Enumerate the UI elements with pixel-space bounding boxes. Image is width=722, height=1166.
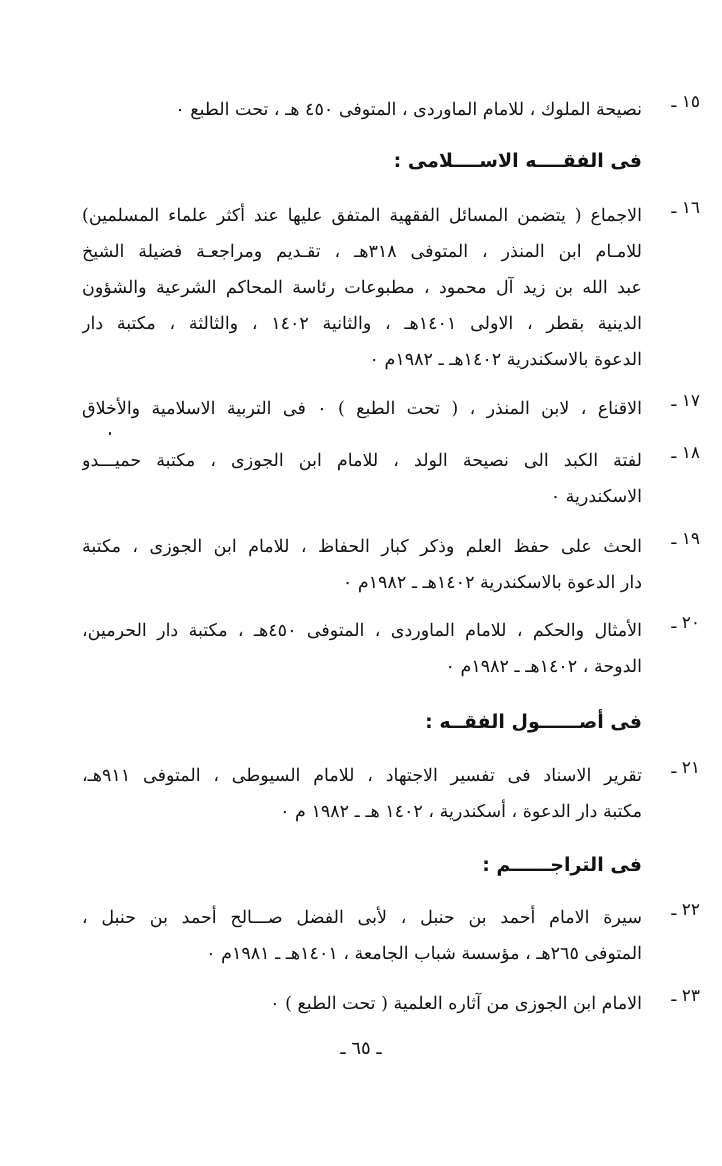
entry-line: المتوفى ٢٦٥هـ ، مؤسسة شباب الجامعة ، ١٤٠١هـ ـ ١٩٨١م ٠ (206, 944, 642, 964)
page-number: ـ ٦٥ ـ (340, 1038, 382, 1059)
entry-line: الدينية بقطر ، الاولى ١٤٠١هـ ، والثانية ١٤٠٢ ، والثالثة ، مكتبة دار (82, 314, 642, 334)
entry-line: الدوحة ، ١٤٠٢هـ ـ ١٩٨٢م ٠ (445, 657, 642, 677)
entry-19 (82, 529, 700, 601)
entry-18 (82, 443, 700, 515)
entry-23 (82, 986, 700, 1022)
entry-line: سيرة الامام أحمد بن حنبل ، لأبى الفضل صـــالح أحمد بن حنبل ، (82, 908, 642, 928)
entry-line: الحث على حفظ العلم وذكر كبار الحفاظ ، للامام ابن الجوزى ، مكتبة (82, 537, 642, 557)
entry-number: ١٩ ـ (671, 529, 700, 549)
entry-number: ١٥ ـ (671, 92, 700, 112)
entry-number: ١٨ ـ (671, 443, 700, 463)
section-heading-biographies: فى التراجــــــم : (482, 854, 642, 876)
entry-line: عبد الله بن زيد آل محمود ، مطبوعات رئاسة المحاكم الشرعية والشؤون (82, 278, 642, 298)
scan-speck (109, 432, 111, 435)
entry-line: دار الدعوة بالاسكندرية ١٤٠٢هـ ـ ١٩٨٢م ٠ (342, 573, 642, 593)
entry-16 (82, 198, 700, 378)
entry-15 (82, 92, 700, 128)
entry-line: الامام ابن الجوزى من آثاره العلمية ( تحت الطبع ) ٠ (270, 994, 642, 1014)
entry-number: ٢٠ ـ (671, 613, 700, 633)
entry-22 (82, 900, 700, 972)
entry-number: ٢٣ ـ (671, 986, 700, 1006)
entry-line: لفتة الكبد الى نصيحة الولد ، للامام ابن الجوزى ، مكتبة حميـــدو (82, 451, 642, 471)
entry-number: ٢٢ ـ (671, 900, 700, 920)
entry-line: تقرير الاسناد فى تفسير الاجتهاد ، للامام السيوطى ، المتوفى ٩١١هـ، (82, 766, 642, 786)
entry-number: ١٦ ـ (671, 198, 700, 218)
entry-line: الاسكندرية ٠ (550, 487, 642, 507)
entry-line: الأمثال والحكم ، للامام الماوردى ، المتوفى ٤٥٠هـ ، مكتبة دار الحرمين، (82, 621, 642, 641)
section-heading-usul-fiqh: فى أصــــــول الفقــه : (425, 711, 642, 733)
entry-line: الدعوة بالاسكندرية ١٤٠٢هـ ـ ١٩٨٢م ٠ (369, 350, 642, 370)
section-heading-islamic-fiqh: فى الفقــــه الاســــلامى : (393, 150, 642, 172)
entry-20 (82, 613, 700, 685)
entry-number: ٢١ ـ (671, 758, 700, 778)
entry-line: للامـام ابن المنذر ، المتوفى ٣١٨هـ ، تقـديم ومراجعـة فضيلة الشيخ (82, 242, 642, 262)
entry-line: الاقناع ، لابن المنذر ، ( تحت الطبع ) ٠ فى التربية الاسلامية والأخلاق (82, 399, 642, 419)
entry-number: ١٧ ـ (671, 391, 700, 411)
entry-line: مكتبة دار الدعوة ، أسكندرية ، ١٤٠٢ هـ ـ ١٩٨٢ م ٠ (280, 802, 642, 822)
entry-line: الاجماع ( يتضمن المسائل الفقهية المتفق عليها عند أكثر علماء المسلمين) (82, 206, 642, 226)
entry-line: نصيحة الملوك ، للامام الماوردى ، المتوفى ٤٥٠ هـ ، تحت الطبع ٠ (175, 100, 642, 120)
entry-21 (82, 758, 700, 830)
entry-17 (82, 391, 700, 427)
